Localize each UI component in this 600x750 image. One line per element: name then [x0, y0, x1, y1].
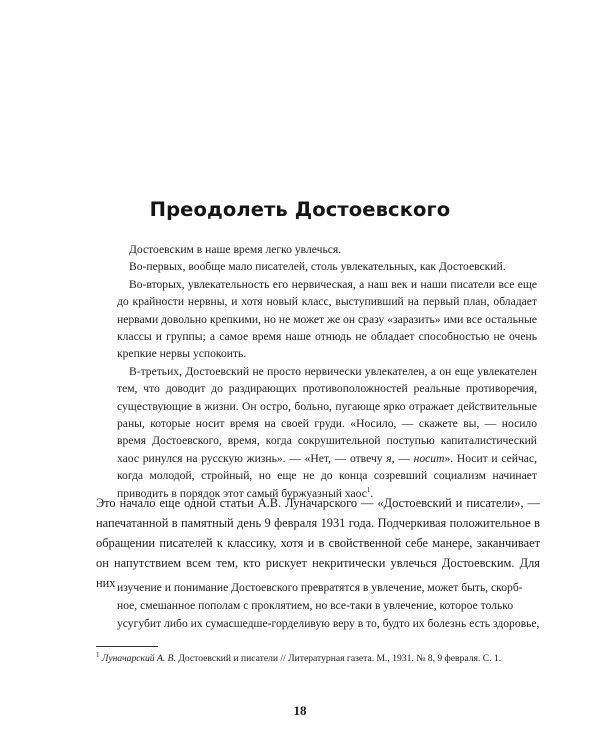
closing-quote-line-3: усугубит либо их сумасшедше-горделивую веру в то, будто их болезнь есть здоровье, — [117, 617, 540, 630]
quote-paragraph-2: Во-первых, вообще мало писателей, столь увлекательных, как Достоевский. — [129, 260, 506, 274]
closing-quote-line-2: ное, смешанное пополам с проклятием, но все-таки в увлечение, которое только — [117, 599, 514, 612]
footnote-source: Достоевский и писатели // Литературная газета. М., 1931. № 8, 9 февраля. С. 1. — [175, 653, 502, 664]
quote-paragraph-3: Во-вторых, увлекательность его нервическая, а наш век и наши писатели все еще до крайности нервны, и хотя новый класс, выступивший на первый план, обладает нервами довольно крепкими, но не может же он сразу «заразить» ими все остальные классы и группы; а самое время наше отнюдь не обладает способностью не очень крепкие нервы успокоить. — [117, 277, 537, 361]
closing-quote — [117, 579, 541, 633]
quote-paragraph-4-end: . — [370, 486, 374, 500]
quote-paragraph-4-text-c: ». Носит и сейчас, когда молодой, стройный, но еще не до конца созревший социализм начинает приводить в порядок этот самый буржуазный хаос — [117, 451, 537, 500]
quote-paragraph-4-text-a: В-третьих, Достоевский не просто нервически увлекателен, а он еще увлекателен тем, что доводит до раздирающих противоположностей реальные противоречия, существующие в жизни. Он остро, больно, пугающе ярко отражает действительные раны, которые носит время на своей груди. «Носило, — скажете вы, — носило время Достоевского, время, когда сокрушительной поступью капиталистический хаос ринулся на русскую жизнь». — «Нет, — отвечу — [117, 364, 537, 465]
footnote — [96, 652, 536, 665]
quote-paragraph-1: Достоевским в наше время легко увлечься. — [129, 243, 342, 256]
footnote-reference[interactable]: 1 — [366, 485, 371, 494]
footnote-number: 1 — [96, 650, 100, 659]
footnote-divider — [96, 646, 158, 647]
main-paragraph: Это начало еще одной статьи А.В. Луначарского — «Достоевский и писатели», — напечатанной в памятный день 9 февраля 1931 года. Подчеркивая положительное в обращении писателей к классику, хотя и в свойственной себе манере, заканчивает он напутствием всем тем, кто рискует некритически увлечься Достоевским. Для них — [96, 496, 540, 590]
chapter-title: Преодолеть Достоевского — [149, 198, 451, 221]
closing-quote-line-1: изучение и понимание Достоевского превратятся в увлечение, может быть, скорб- — [117, 581, 523, 594]
footnote-author: Луначарский А. В. — [101, 653, 176, 664]
quote-italic-ya: я — [386, 451, 392, 465]
quote-paragraph-4 — [117, 363, 537, 502]
opening-quote — [117, 241, 537, 502]
quote-italic-nosit: носит — [413, 451, 445, 465]
quote-paragraph-4-text-b: , — — [391, 451, 414, 465]
page-number: 18 — [293, 703, 307, 718]
